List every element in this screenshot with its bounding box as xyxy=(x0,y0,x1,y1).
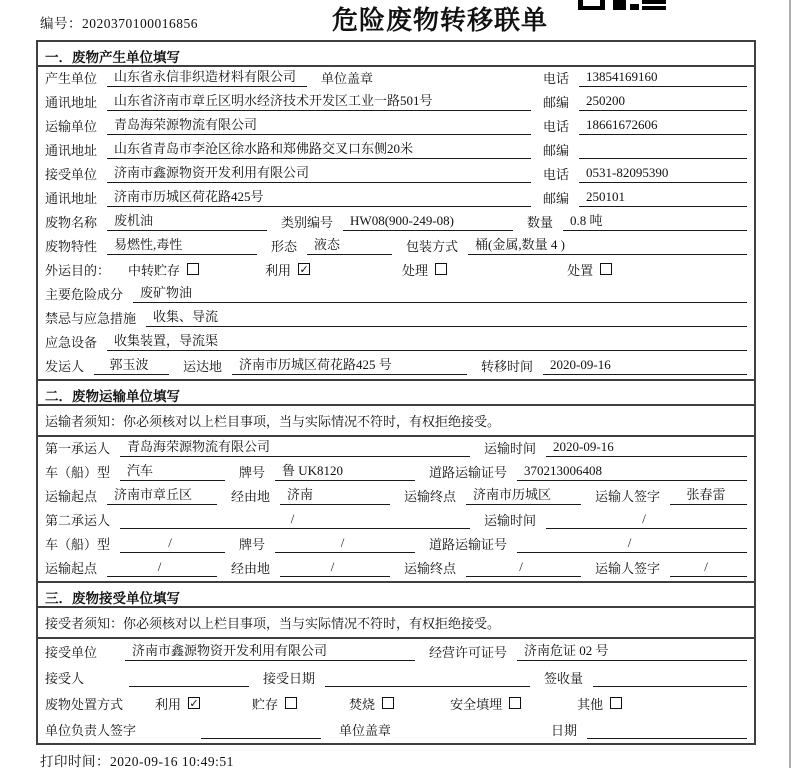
waste-name-row xyxy=(38,211,754,235)
taboo-value: 收集、导流 xyxy=(146,306,747,327)
carrier1-value: 青岛海荣源物流有限公司 xyxy=(120,436,470,457)
section1-title: 一．废物产生单位填写 xyxy=(38,42,754,67)
phone-label: 电话 xyxy=(542,119,569,134)
start2-value: / xyxy=(107,559,217,577)
receiver-notice-row xyxy=(38,608,754,639)
route2-row xyxy=(38,557,754,581)
vehicle2-row xyxy=(38,533,754,557)
print-time-value: 2020-09-16 10:49:51 xyxy=(110,754,234,768)
print-time xyxy=(40,750,234,768)
vehicle1-value: 汽车 xyxy=(120,460,225,481)
vehicle-label: 车（船）型 xyxy=(45,537,111,552)
receiver-zip: 250101 xyxy=(579,189,747,207)
equipment-row xyxy=(38,331,754,355)
disposal-row xyxy=(38,691,754,717)
date-value xyxy=(587,722,747,739)
checkbox-icon xyxy=(285,697,297,709)
road-permit-label: 道路运输证号 xyxy=(429,465,508,480)
receiver-address: 济南市历城区荷花路425号 xyxy=(107,186,531,207)
accept-unit-value: 济南市鑫源物资开发利用有限公司 xyxy=(125,640,415,661)
checkbox-icon xyxy=(600,263,612,275)
waste-property-row xyxy=(38,235,754,259)
producer-phone: 13854169160 xyxy=(579,69,747,87)
transporter-notice-row xyxy=(38,406,754,437)
carrier1-label: 第一承运人 xyxy=(45,441,111,456)
disposal-option-store xyxy=(252,694,297,713)
via1-value: 济南 xyxy=(280,484,390,505)
form-value: 液态 xyxy=(307,234,392,255)
print-time-label: 打印时间： xyxy=(40,754,110,768)
purpose-option-treat xyxy=(402,260,447,279)
property-value: 易燃性,毒性 xyxy=(107,234,257,255)
seal-label: 单位盖章 xyxy=(321,71,374,86)
checkbox-checked-icon: ✓ xyxy=(299,262,309,276)
hazard-row xyxy=(38,283,754,307)
option-label: 安全填埋 xyxy=(450,697,503,712)
start-label: 运输起点 xyxy=(45,489,98,504)
qr-code-fragment xyxy=(578,0,670,10)
producer-address: 山东省济南市章丘区明水经济技术开发区工业一路501号 xyxy=(107,90,531,111)
checkbox-icon xyxy=(187,263,199,275)
acceptor-row xyxy=(38,665,754,691)
chief-sign-value xyxy=(201,722,321,739)
option-label: 其他 xyxy=(577,697,604,712)
checkbox-checked-icon: ✓ xyxy=(189,696,199,710)
disposal-option-landfill xyxy=(450,694,521,713)
category-label: 类别编号 xyxy=(281,215,334,230)
zip-label: 邮编 xyxy=(542,191,569,206)
plate-label: 牌号 xyxy=(239,537,266,552)
waste-name-label: 废物名称 xyxy=(45,215,98,230)
transport-time1-value: 2020-09-16 xyxy=(546,439,747,457)
receiver-address-row xyxy=(38,187,754,211)
waste-name-value: 废机油 xyxy=(107,210,267,231)
accept-date-value xyxy=(325,670,530,687)
receiver-value: 济南市鑫源物资开发利用有限公司 xyxy=(107,162,531,183)
acceptor-label: 接受人 xyxy=(45,671,85,686)
address-label: 通讯地址 xyxy=(45,191,98,206)
dispatcher-value: 郭玉波 xyxy=(94,354,169,375)
option-label: 处置 xyxy=(567,263,594,278)
form-label: 形态 xyxy=(271,239,298,254)
carrier2-label: 第二承运人 xyxy=(45,513,111,528)
transporter-zip xyxy=(579,142,747,159)
phone-label: 电话 xyxy=(542,71,569,86)
packing-value: 桶(金属,数量 4 ) xyxy=(468,234,747,255)
date-label: 日期 xyxy=(551,723,578,738)
zip-label: 邮编 xyxy=(542,143,569,158)
doc-number-label: 编号： xyxy=(40,16,82,31)
producer-label: 产生单位 xyxy=(45,71,98,86)
hazard-value: 废矿物油 xyxy=(133,282,747,303)
vehicle-label: 车（船）型 xyxy=(45,465,111,480)
doc-number-value: 2020370100016856 xyxy=(82,16,198,31)
receiver-row xyxy=(38,163,754,187)
receiver-label: 接受单位 xyxy=(45,167,98,182)
dispatch-row xyxy=(38,355,754,379)
via2-value: / xyxy=(280,559,390,577)
producer-address-row xyxy=(38,91,754,115)
taboo-row xyxy=(38,307,754,331)
carrier-sign2-value: / xyxy=(670,559,747,577)
vehicle1-row xyxy=(38,461,754,485)
via-label: 经由地 xyxy=(231,489,271,504)
option-label: 处理 xyxy=(402,263,429,278)
chief-sign-row xyxy=(38,717,754,743)
carrier1-row xyxy=(38,437,754,461)
seal-label: 单位盖章 xyxy=(339,723,392,738)
transport-time-label: 运输时间 xyxy=(484,441,537,456)
phone-label: 电话 xyxy=(542,167,569,182)
transporter-notice: 运输者须知：你必须核对以上栏目事项，当与实际情况不符时，有权拒绝接受。 xyxy=(45,414,501,429)
road-permit1-value: 370213006408 xyxy=(517,463,747,481)
carrier-sign-label: 运输人签字 xyxy=(595,561,661,576)
receipt-qty-label: 签收量 xyxy=(544,671,584,686)
carrier2-row xyxy=(38,509,754,533)
producer-value: 山东省永信非织造材料有限公司 xyxy=(107,66,307,87)
option-label: 贮存 xyxy=(252,697,279,712)
receiver-phone: 0531-82095390 xyxy=(579,165,747,183)
address-label: 通讯地址 xyxy=(45,95,98,110)
transporter-address: 山东省青岛市李沧区徐水路和郑佛路交叉口东侧20米 xyxy=(107,138,531,159)
section3-title: 三．废物接受单位填写 xyxy=(38,581,754,608)
disposal-option-incinerate xyxy=(349,694,394,713)
qty-value: 0.8 吨 xyxy=(563,210,747,231)
transfer-time-label: 转移时间 xyxy=(481,359,534,374)
transporter-row xyxy=(38,115,754,139)
dest-value: 济南市历城区荷花路425 号 xyxy=(232,354,467,375)
purpose-option-use xyxy=(265,260,310,279)
plate-label: 牌号 xyxy=(239,465,266,480)
page-title: 危险废物转移联单 xyxy=(331,6,548,35)
start1-value: 济南市章丘区 xyxy=(107,484,217,505)
option-label: 焚烧 xyxy=(349,697,376,712)
transport-time-label: 运输时间 xyxy=(484,513,537,528)
checkbox-icon xyxy=(435,263,447,275)
disposal-label: 废物处置方式 xyxy=(45,697,124,712)
transfer-time-value: 2020-09-16 xyxy=(543,357,747,375)
category-value: HW08(900-249-08) xyxy=(343,213,513,231)
checkbox-icon xyxy=(610,697,622,709)
license-value: 济南危证 02 号 xyxy=(517,640,747,661)
checkbox-icon xyxy=(509,697,521,709)
receipt-qty-value xyxy=(593,670,747,687)
transport-time2-value: / xyxy=(546,511,747,529)
carrier-sign1-value: 张春雷 xyxy=(670,484,747,505)
end-label: 运输终点 xyxy=(404,489,457,504)
qty-label: 数量 xyxy=(527,215,554,230)
property-label: 废物特性 xyxy=(45,239,98,254)
transporter-label: 运输单位 xyxy=(45,119,98,134)
hazard-label: 主要危险成分 xyxy=(45,287,124,302)
accept-unit-label: 接受单位 xyxy=(45,645,98,660)
producer-row xyxy=(38,67,754,91)
transporter-address-row xyxy=(38,139,754,163)
plate1-value: 鲁 UK8120 xyxy=(275,460,415,481)
plate2-value: / xyxy=(275,535,415,553)
zip-label: 邮编 xyxy=(542,95,569,110)
address-label: 通讯地址 xyxy=(45,143,98,158)
option-label: 利用 xyxy=(155,697,182,712)
end1-value: 济南市历城区 xyxy=(466,484,581,505)
road-permit2-value: / xyxy=(517,535,747,553)
equipment-label: 应急设备 xyxy=(45,335,98,350)
accept-date-label: 接受日期 xyxy=(263,671,316,686)
carrier2-value: / xyxy=(120,511,470,529)
equipment-value: 收集装置，导流渠 xyxy=(107,330,747,351)
start-label: 运输起点 xyxy=(45,561,98,576)
purpose-label: 外运目的： xyxy=(45,263,111,278)
purpose-option-dispose xyxy=(567,260,612,279)
page-edge-divider xyxy=(789,0,791,768)
end2-value: / xyxy=(466,559,581,577)
manifest-form xyxy=(36,40,756,745)
receiver-notice: 接受者须知：你必须核对以上栏目事项，当与实际情况不符时，有权拒绝接受。 xyxy=(45,616,501,631)
checkbox-icon xyxy=(382,697,394,709)
acceptor-value xyxy=(129,670,249,687)
taboo-label: 禁忌与应急措施 xyxy=(45,311,137,326)
purpose-option-transfer xyxy=(128,260,199,279)
chief-sign-label: 单位负责人签字 xyxy=(45,723,137,738)
option-label: 中转贮存 xyxy=(128,263,181,278)
accept-unit-row xyxy=(38,639,754,665)
option-label: 利用 xyxy=(265,263,292,278)
packing-label: 包装方式 xyxy=(406,239,459,254)
purpose-row xyxy=(38,259,754,283)
via-label: 经由地 xyxy=(231,561,271,576)
transporter-phone: 18661672606 xyxy=(579,117,747,135)
carrier-sign-label: 运输人签字 xyxy=(595,489,661,504)
dest-label: 运达地 xyxy=(183,359,223,374)
disposal-option-use xyxy=(155,694,200,713)
transporter-value: 青岛海荣源物流有限公司 xyxy=(107,114,531,135)
disposal-option-other xyxy=(577,694,622,713)
license-label: 经营许可证号 xyxy=(429,645,508,660)
producer-zip: 250200 xyxy=(579,93,747,111)
route1-row xyxy=(38,485,754,509)
section2-title: 二．废物运输单位填写 xyxy=(38,379,754,406)
vehicle2-value: / xyxy=(120,535,225,553)
end-label: 运输终点 xyxy=(404,561,457,576)
road-permit-label: 道路运输证号 xyxy=(429,537,508,552)
dispatcher-label: 发运人 xyxy=(45,359,85,374)
